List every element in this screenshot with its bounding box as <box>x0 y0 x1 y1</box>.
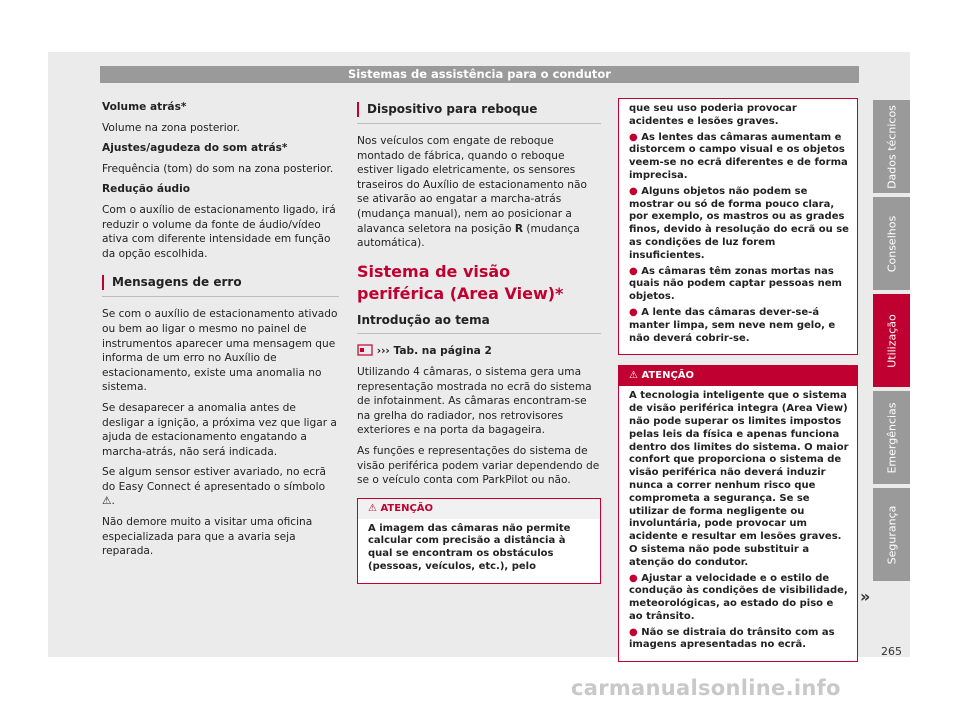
subtitle-introducao: Introdução ao tema <box>357 312 490 327</box>
text-reducao-audio: Com o auxílio de estacionamento ligado, irá reduzir o volume da fonte de áudio/vídeo ativa com diferente intensidade em função da opção escolhida. <box>102 203 336 260</box>
page-header: Sistemas de assistência para o condutor <box>100 66 859 83</box>
list-item: ● As lentes das câmaras aumentam e distorcem o campo visual e os objetos veem-se no ecrã diferentes e de forma imprecisa. <box>629 131 848 181</box>
continue-mark: » <box>860 587 871 606</box>
heading-ajustes-som: Ajustes/agudeza do som atrás* <box>102 142 288 155</box>
text-erro-1: Se com o auxílio de estacionamento ativado ou bem ao ligar o mesmo no painel de instrumentos aparecer uma mensagem que informa de um erro no Auxílio de estacionamento, existe uma anomalia no sistema. <box>102 308 338 394</box>
warning-header: ⚠ ATENÇÃO <box>619 366 857 386</box>
text-ajustes-som: Frequência (tom) do som na zona posterior. <box>102 162 334 175</box>
heading-volume-atras: Volume atrás* <box>102 101 187 113</box>
column-3 <box>618 98 858 662</box>
warning-icon: ⚠ <box>629 370 638 382</box>
heading-reducao-audio: Redução áudio <box>102 183 191 196</box>
section-divider <box>102 296 339 297</box>
warning-text: que seu uso poderia provocar acidentes e lesões graves. ● As lentes das câmaras aumentam e distorcem o campo visual e os objetos veem-se no ecrã diferentes e de forma imprecisa. ● Alguns objetos não podem se mostrar ou só de forma pouco clara, por exemplo, os mastros ou as grades finos, devido à resolução do ecrã ou se as condições de luz forem insuficientes. ● As câmaras têm zonas mortas nas quais não podem captar pessoas nem objetos. ● A lente das câmaras dever-se-á manter limpa, sem neve nem gelo, e não deverá cobrir-se. <box>629 103 849 344</box>
warning-box-2 <box>618 365 858 662</box>
watermark: carmanualsonline.info <box>571 676 841 700</box>
text-area-view-2: As funções e representações do sistema de visão periférica podem variar dependendo de se o veículo conta com ParkPilot ou não. <box>357 444 600 487</box>
list-item: ● Alguns objetos não podem se mostrar ou só de forma pouco clara, por exemplo, os mastros ou as grades finos, devido à resolução do ecrã ou se as condições de luz forem insuficientes. <box>629 185 849 261</box>
warning-box-1 <box>357 498 601 584</box>
column-2 <box>357 102 601 584</box>
tab-dados-tecnicos[interactable]: Dados técnicos <box>873 100 910 193</box>
tab-emergencias[interactable]: Emergências <box>873 391 910 484</box>
tab-utilizacao[interactable]: Utilização <box>873 294 910 387</box>
section-dispositivo-reboque: Dispositivo para reboque <box>357 102 601 117</box>
warning-icon: ⚠ <box>368 502 377 514</box>
table-reference-link[interactable]: ››› Tab. na página 2 <box>357 344 601 359</box>
title-area-view: Sistema de visão periférica (Area View)* <box>357 261 564 303</box>
text-erro-4: Não demore muito a visitar uma oficina especializada para que a avaria seja reparada. <box>102 516 313 558</box>
page-number: 265 <box>881 645 902 658</box>
list-item: ● A lente das câmaras dever-se-á manter limpa, sem neve nem gelo, e não deverá cobrir-se. <box>629 306 836 344</box>
tab-seguranca[interactable]: Segurança <box>873 488 910 581</box>
text-erro-2: Se desaparecer a anomalia antes de desligar a ignição, a próxima vez que ligar a ajuda de estacionamento engatando a marcha-atrás, não será indicada. <box>102 401 337 458</box>
tab-conselhos[interactable]: Conselhos <box>873 197 910 290</box>
list-item: ● Ajustar a velocidade e o estilo de condução às condições de visibilidade, meteorológicas, ao estado do piso e ao trânsito. <box>629 572 848 622</box>
section-divider <box>357 123 601 124</box>
warning-text: A tecnologia inteligente que o sistema de visão periférica integra (Area View) não pode superar os limites impostos pelas leis da física e apenas funciona dentro dos limites do sistema. O maior confort que proporciona o sistema de visão periférica não deverá induzir nunca a correr nenhum risco que comprometa a segurança. Se se utilizar de forma negligente ou involuntária, pode provocar um acidente e resultar em lesões graves. O sistema não pode substituir a atenção do condutor. ● Ajustar a velocidade e o estilo de condução às condições de visibilidade, meteorológicas, ao estado do piso e ao trânsito. ● Não se distraia do trânsito com as imagens apresentadas no ecrã. <box>629 390 849 651</box>
warning-text: A imagem das câmaras não permite calcular com precisão a distância à qual se encontram os obstáculos (pessoas, veículos, etc.), pelo <box>368 522 571 573</box>
text-area-view-1: Utilizando 4 câmaras, o sistema gera uma representação mostrada no ecrã do sistema de infotainment. As câmaras encontram-se na grelha do radiador, nos retrovisores exteriores e na porta da bagageira. <box>357 365 592 437</box>
section-mensagens-erro: Mensagens de erro <box>102 275 339 290</box>
list-item: ● As câmaras têm zonas mortas nas quais não podem captar pessoas nem objetos. <box>629 265 842 303</box>
section-divider <box>357 333 601 334</box>
list-item: ● Não se distraia do trânsito com as imagens apresentadas no ecrã. <box>629 626 835 651</box>
text-reboque: Nos veículos com engate de reboque montado de fábrica, quando o reboque estiver ligado eletricamente, os sensores traseiros do Auxílio de estacionamento não se ativarão ao engatar a marcha-atrás (mudança manual), nem ao posicionar a alavanca seletora na posição R (mudança automática). <box>357 135 587 250</box>
warning-box-1-continued <box>618 98 858 355</box>
text-volume-atras: Volume na zona posterior. <box>102 121 240 134</box>
text-erro-3: Se algum sensor estiver avariado, no ecrã do Easy Connect é apresentado o símbolo ⚠. <box>102 466 327 508</box>
column-1 <box>102 100 339 565</box>
warning-header: ⚠ ATENÇÃO <box>358 499 600 519</box>
reference-icon <box>357 344 373 356</box>
